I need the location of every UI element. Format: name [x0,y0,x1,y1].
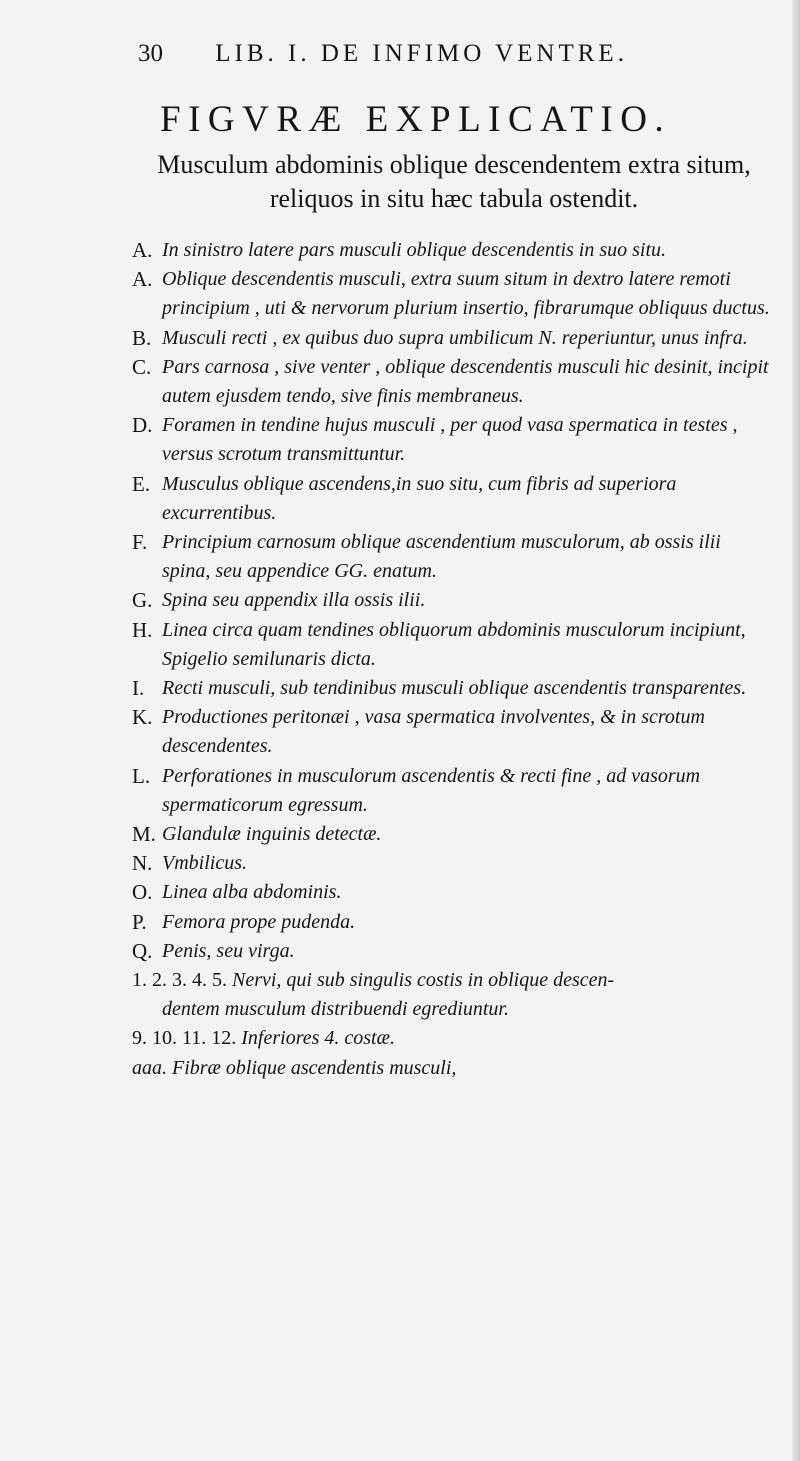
numbered-entry [132,1054,772,1083]
legend-entry [132,616,772,674]
entry-key: M. [132,822,156,847]
entry-text-continuation: dentem musculum distribuendi egrediuntur. [162,998,510,1021]
legend-entry [132,470,772,528]
entry-text: Foramen in tendine hujus musculi , per quod vasa spermatica in testes , versus scrotum transmittuntur. [162,414,738,466]
entry-key: B. [132,325,152,350]
entry-text: Musculi recti , ex quibus duo supra umbilicum N. reperiuntur, unus infra. [162,326,748,349]
page-edge [792,0,800,1461]
entry-text: Fibræ oblique ascendentis musculi, [172,1056,457,1079]
legend-entry [132,703,772,761]
entry-key: A. [132,238,153,262]
entry-text: Vmbilicus. [162,852,247,875]
running-header [138,40,698,68]
legend-entry [132,236,772,265]
legend-entry [132,353,772,411]
entry-key: 1. 2. 3. 4. 5. [132,969,227,992]
entry-key: F. [132,530,148,555]
entry-key: C. [132,354,152,379]
entry-key: D. [132,413,153,438]
legend-entry [132,908,772,937]
entry-text: Femora prope pudenda. [162,910,356,933]
figure-legend [132,236,772,1083]
entry-key: L. [132,763,151,788]
legend-entry [132,937,772,966]
entry-key: O. [132,880,153,905]
entry-key: A. [132,267,153,292]
entry-key: E. [132,471,151,496]
entry-text: Penis, seu virga. [162,939,295,962]
entry-text: Inferiores 4. costæ. [241,1027,395,1050]
numbered-entry [132,966,772,1024]
legend-entry [132,849,772,878]
entry-text: Oblique descendentis musculi, extra suum situm in dextro latere remoti principium , uti & nervorum plurium insertio, fibrarumque obliquus ductus. [162,268,770,320]
legend-entry [132,411,772,469]
entry-key: K. [132,705,153,730]
entry-text: Pars carnosa , sive venter , oblique descendentis musculi hic desinit, incipit autem ejusdem tendo, sive finis membraneus. [162,355,769,408]
page-subtitle: Musculum abdominis oblique descendentem extra situm, reliquos in situ hæc tabula ostendit. [157,150,751,213]
entry-text: Linea alba abdominis. [162,881,342,904]
entry-key: I. [132,676,145,701]
entry-key: aaa. [132,1056,167,1079]
legend-entry [132,878,772,907]
numbered-entry [132,1024,772,1053]
legend-entry [132,528,772,586]
legend-entry [132,265,772,323]
entry-key: N. [132,851,153,876]
entry-key: Q. [132,938,153,963]
legend-entry [132,586,772,615]
entry-text: Spina seu appendix illa ossis ilii. [162,589,426,612]
legend-entry [132,762,772,820]
entry-text: Productiones peritonæi , vasa spermatica involventes, & in scrotum descendentes. [162,706,705,758]
legend-entry [132,324,772,353]
entry-text: Principium carnosum oblique ascendentium musculorum, ab ossis ilii spina, seu appendice GG. enatum. [162,531,721,583]
entry-text: In sinistro latere pars musculi oblique descendentis in suo situ. [162,239,667,261]
entry-key: G. [132,588,153,613]
page-title: FIGVRÆ EXPLICATIO. [160,99,672,140]
entry-text: Glandulæ inguinis detectæ. [162,823,382,846]
entry-text: Perforationes in musculorum ascendentis & recti fine , ad vasorum spermaticorum egressum. [162,764,701,816]
entry-text: Linea circa quam tendines obliquorum abdominis musculorum incipiunt, Spigelio semilunaris dicta. [162,618,746,670]
page-number: 30 [138,40,163,67]
entry-key: H. [132,617,153,642]
entry-text: Recti musculi, sub tendinibus musculi oblique ascendentis transparentes. [162,677,747,700]
running-title: LIB. I. DE INFIMO VENTRE. [215,40,628,67]
entry-text: Nervi, qui sub singulis costis in oblique descen- [232,969,615,992]
legend-entry [132,674,772,703]
legend-entry [132,820,772,849]
entry-text: Musculus oblique ascendens,in suo situ, cum fibris ad superiora excurrentibus. [162,472,677,524]
entry-key: 9. 10. 11. 12. [132,1027,237,1050]
entry-key: P. [132,909,147,934]
